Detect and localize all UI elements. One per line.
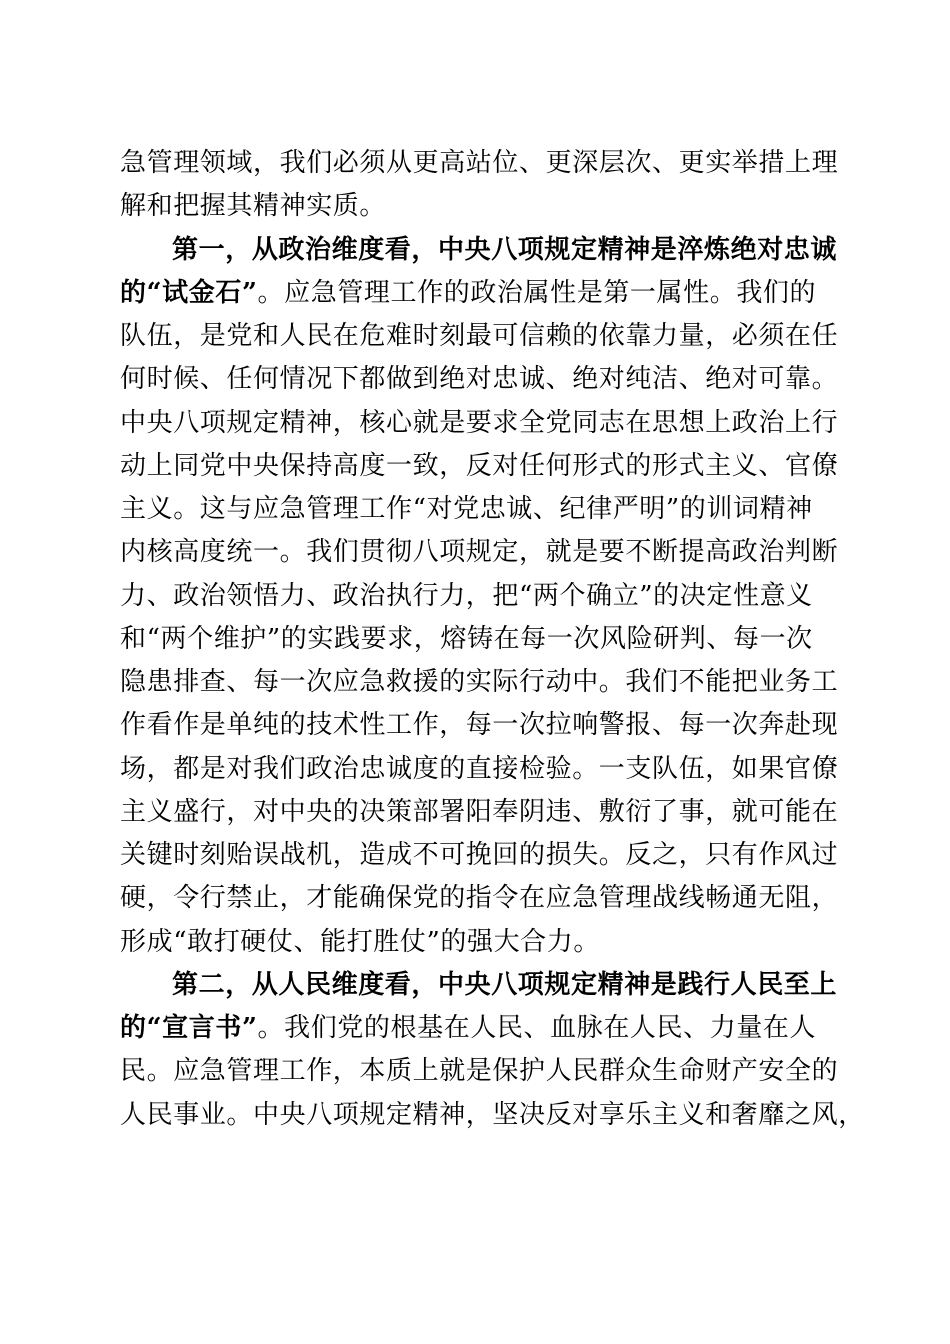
text-line	[120, 921, 832, 964]
text-line	[120, 358, 839, 401]
bold-lead-text: 第一，从政治维度看，中央八项规定精神是淬炼绝对忠诚	[172, 234, 838, 265]
line-text: 内核高度统一。我们贯彻八项规定，就是要不断提高政治判断	[120, 537, 839, 568]
text-line	[120, 877, 839, 920]
text-line	[120, 1050, 839, 1093]
line-text: 和“两个维护”的实践要求，熔铸在每一次风险研判、每一次	[120, 623, 813, 654]
line-text: 场，都是对我们政治忠诚度的直接检验。一支队伍，如果官僚	[120, 753, 839, 784]
line-text: 急管理领域，我们必须从更高站位、更深层次、更实举措上理	[120, 148, 839, 178]
text-line	[120, 704, 839, 747]
text-line	[120, 964, 838, 1007]
line-text: 。应急管理工作的政治属性是第一属性。我们的	[257, 277, 817, 308]
line-text: 硬，令行禁止，才能确保党的指令在应急管理战线畅通无阻，	[120, 883, 839, 914]
line-text: 中央八项规定精神，核心就是要求全党同志在思想上政治上行	[120, 407, 839, 438]
line-text: 动上同党中央保持高度一致，反对任何形式的形式主义、官僚	[120, 450, 839, 481]
line-text: 民。应急管理工作，本质上就是保护人民群众生命财产安全的	[120, 1056, 839, 1087]
line-text: 主义盛行，对中央的决策部署阳奉阴违、敷衍了事，就可能在	[120, 796, 839, 827]
line-text: 队伍，是党和人民在危难时刻最可信赖的依靠力量，必须在任	[120, 321, 839, 351]
line-text: 关键时刻贻误战机，造成不可挽回的损失。反之，只有作风过	[120, 840, 839, 870]
line-text: 隐患排查、每一次应急救援的实际行动中。我们不能把业务工	[120, 667, 839, 697]
text-line	[120, 185, 832, 228]
text-line	[120, 834, 839, 877]
bold-lead-text: 的“试金石”	[120, 277, 258, 308]
text-line	[120, 272, 832, 315]
text-line	[120, 445, 839, 488]
text-line	[120, 1007, 832, 1050]
body-text	[120, 142, 865, 1137]
text-line	[120, 618, 832, 661]
text-line	[120, 402, 839, 445]
bold-lead-text: 的“宣言书”	[120, 1013, 258, 1043]
line-text: 。我们党的根基在人民、血脉在人民、力量在人	[257, 1013, 817, 1043]
text-line	[120, 142, 839, 185]
line-text: 何时候、任何情况下都做到绝对忠诚、绝对纯洁、绝对可靠。	[120, 364, 839, 395]
text-line	[120, 315, 839, 358]
text-line	[120, 531, 839, 574]
text-line	[120, 488, 832, 531]
text-line	[120, 229, 838, 272]
line-text: 形成“敢打硬仗、能打胜仗”的强大合力。	[120, 926, 600, 957]
text-line	[120, 791, 839, 834]
text-line	[120, 661, 839, 704]
line-text: 作看作是单纯的技术性工作，每一次拉响警报、每一次奔赴现	[120, 710, 839, 741]
line-text: 主义。这与应急管理工作“对党忠诚、纪律严明”的训词精神	[120, 494, 813, 524]
line-text: 解和把握其精神实质。	[120, 191, 387, 222]
text-line	[120, 1094, 865, 1137]
line-text: 力、政治领悟力、政治执行力，把“两个确立”的决定性意义	[120, 580, 813, 611]
text-line	[120, 748, 839, 791]
line-text: 人民事业。中央八项规定精神，坚决反对享乐主义和奢靡之风，	[120, 1099, 865, 1130]
text-line	[120, 575, 832, 618]
bold-lead-text: 第二，从人民维度看，中央八项规定精神是践行人民至上	[172, 969, 838, 1000]
